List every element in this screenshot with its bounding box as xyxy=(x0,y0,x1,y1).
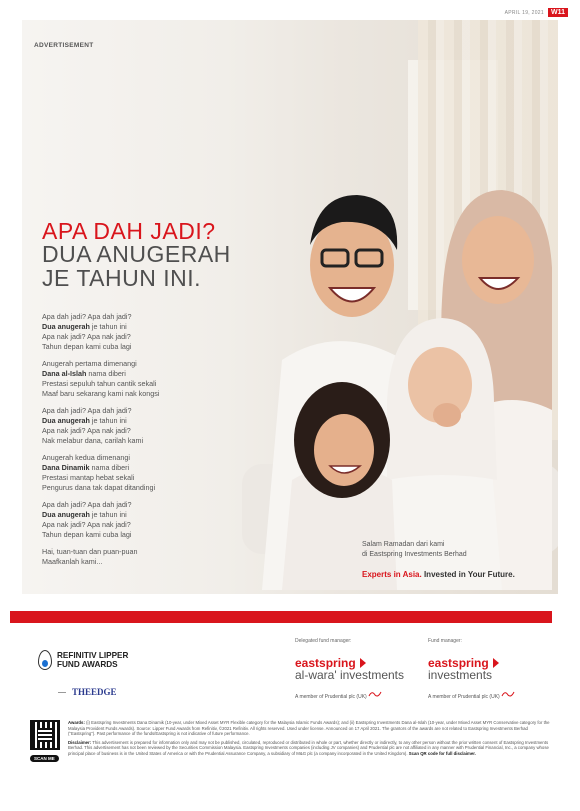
tagline-red: Experts in Asia. xyxy=(362,570,422,579)
family-photo xyxy=(222,150,552,590)
eastspring-chevron-icon xyxy=(359,658,367,668)
poem-line: Maaf baru sekarang kami nak kongsi xyxy=(42,389,160,398)
theedge-wordmark: THEEDGE xyxy=(72,687,117,697)
eastspring-chevron-icon xyxy=(492,658,500,668)
qr-code-icon[interactable] xyxy=(30,720,60,750)
poem-line: Hai, tuan-tuan dan puan-puan xyxy=(42,547,138,556)
poem-line: Dua anugerah je tahun ini xyxy=(42,510,127,519)
headline-line-3: JE TAHUN INI. xyxy=(42,264,201,291)
eastspring-wordmark-2: eastspring xyxy=(428,658,515,669)
poem-line: Apa nak jadi? Apa nak jadi? xyxy=(42,426,131,435)
greeting-line-2: di Eastspring Investments Berhad xyxy=(362,551,467,558)
delegated-caption: Delegated fund manager: xyxy=(295,638,352,644)
poem-line: Prestasi sepuluh tahun cantik sekali xyxy=(42,379,157,388)
scan-me-badge: SCAN ME xyxy=(30,755,59,762)
poem-stanza xyxy=(42,547,242,567)
poem-line: Tahun depan kami cuba lagi xyxy=(42,342,132,351)
advertisement-label: ADVERTISEMENT xyxy=(34,42,94,49)
fund-manager-caption: Fund manager: xyxy=(428,638,462,644)
poem-stanza xyxy=(42,453,242,493)
ramadan-greeting xyxy=(362,540,467,560)
poem-line: Nak melabur dana, carilah kami xyxy=(42,436,144,445)
hero-image xyxy=(22,20,558,594)
lipper-line-1: REFINITIV LIPPER xyxy=(57,651,129,660)
poem-line: Apa nak jadi? Apa nak jadi? xyxy=(42,520,131,529)
headline-line-1: APA DAH JADI? xyxy=(42,218,216,244)
poem-line: Prestasi mantap hebat sekali xyxy=(42,473,135,482)
eastspring-wordmark: eastspring xyxy=(295,658,404,669)
page-number: W11 xyxy=(548,8,568,17)
poem-line: Apa nak jadi? Apa nak jadi? xyxy=(42,332,131,341)
poem-line: Dana Dinamik nama diberi xyxy=(42,463,130,472)
prudential-signature-icon xyxy=(368,690,382,698)
delegated-fund-manager xyxy=(295,638,404,700)
poem-line: Anugerah pertama dimenangi xyxy=(42,359,137,368)
awards-paragraph: Awards: (i) Eastspring Investments Dana Dinamik (10-year, under Mixed Asset MYR Flexible category for the Malaysia Islamic Funds Awards); and (ii) Eastspring Investments Dana al-Islah (10-year, under Mixed Asset MYR Conservative category for the Malaysia Provident Funds Awards). Source: Lipper Fund Awards from Refinitiv, ©2021 Refinitiv. All rights reserved. Used under license. Announced on 17 April 2021. The grantors of the awards are not related to Eastspring Investments Berhad ("Eastspring"). Past performance of the funds/Eastspring is not indicative of future performance. xyxy=(68,720,550,737)
poem-line: Dua anugerah je tahun ini xyxy=(42,416,127,425)
poem-line: Pengurus dana tak dapat ditandingi xyxy=(42,483,156,492)
poem-line: Apa dah jadi? Apa dah jadi? xyxy=(42,312,132,321)
alwara-investments-wordmark: al-wara' investments xyxy=(295,668,404,682)
poem-line: Dua anugerah je tahun ini xyxy=(42,322,127,331)
page-header xyxy=(505,8,568,17)
headline xyxy=(42,220,231,290)
red-divider-bar xyxy=(10,611,552,623)
poem-stanza xyxy=(42,359,242,399)
prudential-member-text-2: A member of Prudential plc (UK) xyxy=(428,690,515,700)
tagline xyxy=(362,570,515,579)
prudential-signature-icon xyxy=(501,690,515,698)
disclaimer-paragraph: Disclaimer: This advertisement is prepared for information only and may not be published, circulated, reproduced or distributed in whole or part, whether directly or indirectly, to any other person without the prior written consent of Eastspring Investments Berhad. This advertisement has not been reviewed by the Securities Commission Malaysia. Eastspring Investments companies (including JV companies) and Prudential plc are not affiliated in any manner with Prudential Financial, Inc., a company whose principal place of business is in the United States of America or with the Prudential Assurance Company, a subsidiary of M&G plc (a company incorporated in the United Kingdom). Scan QR code for full disclaimer. xyxy=(68,739,549,756)
theedge-logo xyxy=(58,687,117,697)
lipper-awards-logo xyxy=(38,650,128,670)
poem-line: Apa dah jadi? Apa dah jadi? xyxy=(42,500,132,509)
fund-manager xyxy=(428,638,515,700)
footer-logos xyxy=(0,630,580,715)
prudential-member-text: A member of Prudential plc (UK) xyxy=(295,690,404,700)
poem-stanza xyxy=(42,312,242,352)
poem-text xyxy=(42,312,242,574)
lipper-drop-icon xyxy=(38,650,52,670)
page-date: APRIL 19, 2021 xyxy=(504,9,544,16)
investments-wordmark: investments xyxy=(428,668,493,682)
poem-line: Anugerah kedua dimenangi xyxy=(42,453,130,462)
poem-line: Dana al-Islah nama diberi xyxy=(42,369,126,378)
disclaimer-text xyxy=(68,720,552,760)
lipper-line-2: FUND AWARDS xyxy=(57,660,118,669)
poem-stanza xyxy=(42,406,242,446)
tagline-dark: Invested in Your Future. xyxy=(421,570,515,579)
greeting-line-1: Salam Ramadan dari kami xyxy=(362,541,445,548)
headline-line-2: DUA ANUGERAH xyxy=(42,241,231,268)
poem-line: Maafkanlah kami... xyxy=(42,557,103,566)
poem-stanza xyxy=(42,500,242,540)
poem-line: Apa dah jadi? Apa dah jadi? xyxy=(42,406,132,415)
poem-line: Tahun depan kami cuba lagi xyxy=(42,530,132,539)
disclaimer-section xyxy=(30,720,552,780)
